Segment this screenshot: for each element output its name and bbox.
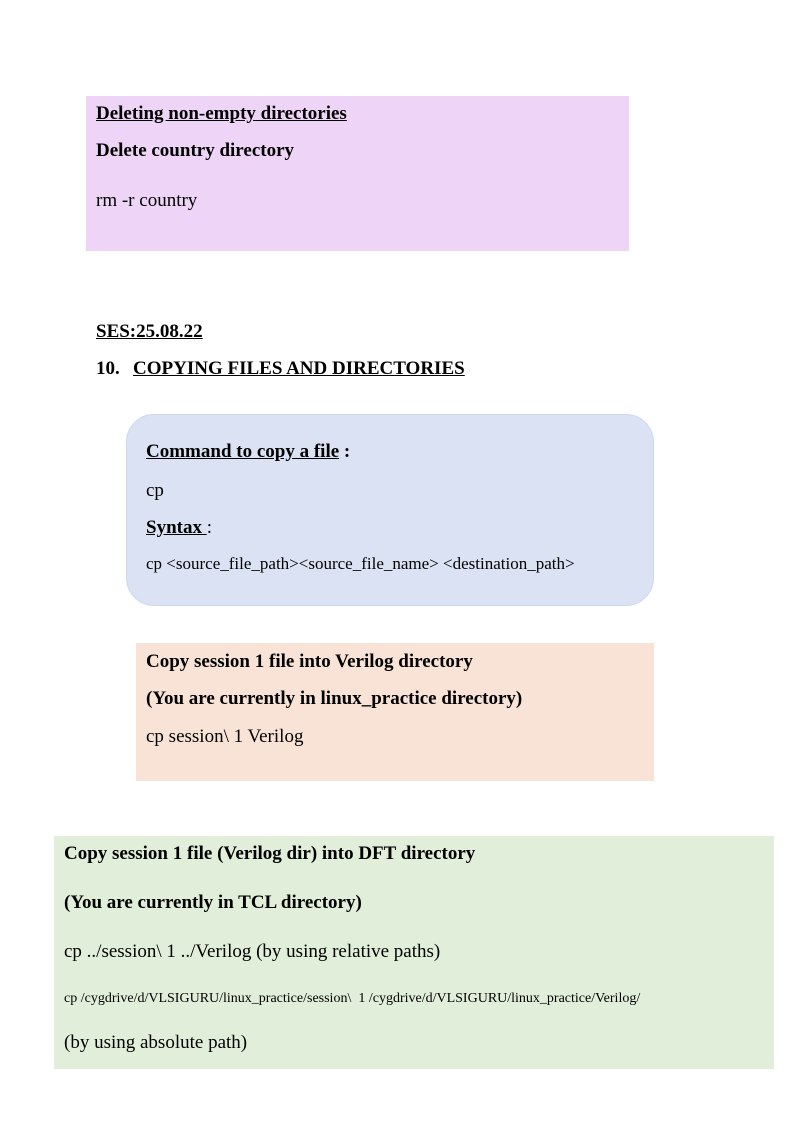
example1-task: Copy session 1 file into Verilog directory	[146, 651, 473, 672]
copy-command-box	[126, 414, 654, 606]
example2-context: (You are currently in TCL directory)	[64, 892, 362, 913]
example2-task: Copy session 1 file (Verilog dir) into DFT directory	[64, 843, 476, 864]
copy-command-heading-row	[146, 441, 350, 463]
example2-relative-command: cp ../session\ 1 ../Verilog (by using relative paths)	[64, 941, 441, 962]
syntax-colon: :	[206, 517, 212, 538]
copy-example-2-box	[54, 836, 774, 1069]
delete-country-task: Delete country directory	[96, 140, 295, 161]
delete-directories-heading: Deleting non-empty directories	[96, 103, 347, 124]
delete-directories-box	[86, 96, 629, 251]
rm-command: rm -r country	[96, 190, 198, 211]
syntax-row	[146, 517, 212, 539]
example2-absolute-note: (by using absolute path)	[64, 1032, 248, 1053]
example1-context: (You are currently in linux_practice directory)	[146, 688, 523, 709]
copy-example-1-box	[136, 643, 654, 781]
section-title: COPYING FILES AND DIRECTORIES	[133, 358, 465, 379]
copy-command-heading: Command to copy a file	[146, 441, 340, 462]
copy-command-heading-colon: :	[339, 441, 351, 462]
section-number: 10.	[96, 358, 120, 379]
syntax-text: cp <source_file_path><source_file_name> <destination_path>	[146, 554, 575, 573]
cp-command: cp	[146, 480, 164, 501]
example2-absolute-command: cp /cygdrive/d/VLSIGURU/linux_practice/session\ 1 /cygdrive/d/VLSIGURU/linux_practice/Verilog/	[64, 991, 641, 1006]
syntax-label: Syntax	[146, 517, 207, 538]
session-label: SES:25.08.22	[96, 321, 203, 342]
example1-command: cp session\ 1 Verilog	[146, 726, 304, 747]
